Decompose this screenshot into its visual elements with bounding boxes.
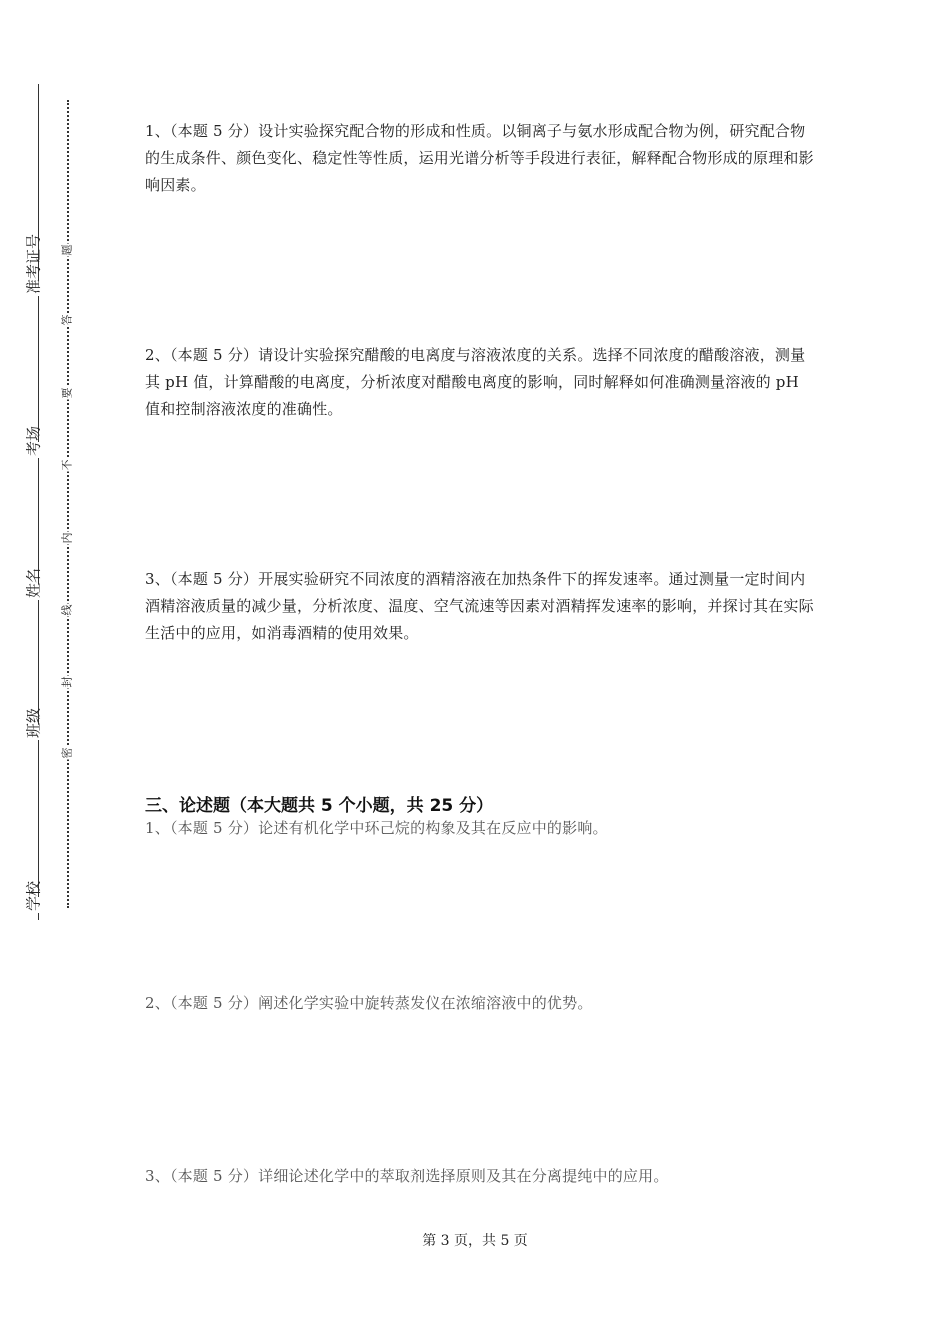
question-item: 1、（本题 5 分）设计实验探究配合物的形成和性质。以铜离子与氨水形成配合物为例，研究配合物的生成条件、颜色变化、稳定性等性质，运用光谱分析等手段进行表征，解释配合物形成的原理和影响因素。 <box>145 122 814 194</box>
page-number: 第 3 页，共 5 页 <box>422 1233 528 1249</box>
question-item: 1、（本题 5 分）论述有机化学中环己烷的构象及其在反应中的影响。 <box>145 819 608 837</box>
question-item: 2、（本题 5 分）请设计实验探究醋酸的电离度与溶液浓度的关系。选择不同浓度的醋酸溶液，测量其 pH 值，计算醋酸的电离度，分析浓度对醋酸电离度的影响，同时解释如何准确测量溶液的 pH 值和控制溶液浓度的准确性。 <box>145 346 806 418</box>
question-item: 2、（本题 5 分）阐述化学实验中旋转蒸发仪在浓缩溶液中的优势。 <box>145 994 593 1012</box>
field-exam-room: 考场 <box>24 425 43 456</box>
field-exam-number: 准考证号 <box>24 233 43 294</box>
seal-char: 要 <box>60 387 74 399</box>
field-class: 班级 <box>24 707 43 738</box>
binding-dotted-line <box>67 100 69 908</box>
section-title: 三、论述题（本大题共 5 个小题，共 25 分） <box>145 796 494 816</box>
binding-solid-line <box>38 84 39 920</box>
seal-char: 密 <box>60 747 74 759</box>
seal-char: 答 <box>60 314 74 326</box>
seal-char: 线 <box>60 604 74 616</box>
field-name: 姓名 <box>24 567 43 598</box>
seal-char: 封 <box>60 676 74 688</box>
question-item: 3、（本题 5 分）开展实验研究不同浓度的酒精溶液在加热条件下的挥发速率。通过测量一定时间内酒精溶液质量的减少量，分析浓度、温度、空气流速等因素对酒精挥发速率的影响，并探讨其在实际生活中的应用，如消毒酒精的使用效果。 <box>145 570 814 642</box>
question-item: 3、（本题 5 分）详细论述化学中的萃取剂选择原则及其在分离提纯中的应用。 <box>145 1167 669 1185</box>
field-school: 学校 <box>24 880 43 911</box>
seal-char: 不 <box>60 459 74 471</box>
seal-char: 题 <box>60 244 74 256</box>
seal-char: 内 <box>60 532 74 544</box>
